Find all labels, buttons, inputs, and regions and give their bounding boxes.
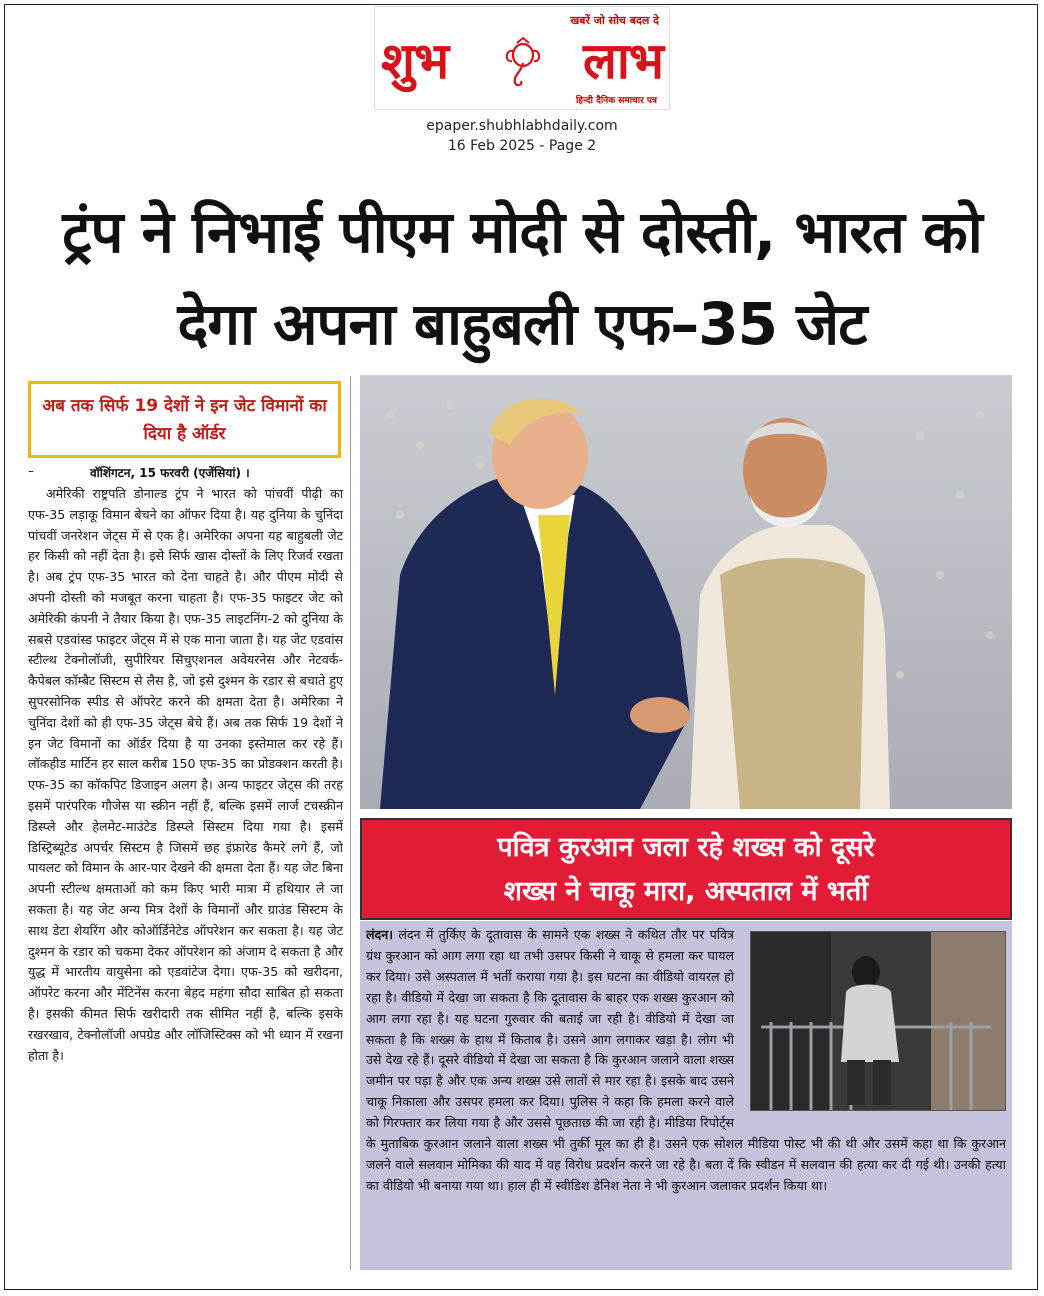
embassy-photo xyxy=(750,931,1006,1111)
story1-body: अमेरिकी राष्ट्रपति डोनाल्ड ट्रंप ने भारत को पांचवीं पीढ़ी का एफ-35 लड़ाकू विमान बेचने का ऑफर दिया है। यह दुनिया के चुनिंदा पांचवीं जनरेशन जेट्स में से एक है। अमेरिका अपना यह बाहुबली जेट हर किसी को नहीं देता है। इसे सिर्फ खास दोस्तों के लिए रिजर्व रखता है। अब ट्रंप एफ-35 भारत को देना चाहते है। और पीएम मोदी से अपनी दोस्ती को मजबूत करना चाहता है। एफ-35 फाइटर जेट को अमेरिकी कंपनी ने तैयार किया है। एफ-35 लाइटनिंग-2 को दुनिया के सबसे एडवांस्ड फाइटर जेट्स में से एक माना जाता है। यह जेट एडवांस स्टील्थ टेक्नोलॉजी, सुपीरियर सिचुएशनल अवेयरनेस और नेटवर्क-कैपेबल कॉम्बैट सिस्टम से लैस है, जो इसे दुश्मन के रडार से बचाते हुए सुपरसोनिक स्पीड से ऑपरेट करने की क्षमता देता है। अमेरिका ने चुनिंदा देशों को ही एफ-35 जेट्स बेचे हैं। अब तक सिर्फ 19 देशों ने इन जेट विमानों का ऑर्डर दिया है या उनका इस्तेमाल कर रहे हैं। लॉकहीड मार्टिन हर साल करीब 150 एफ-35 का प्रोडक्शन करती है। एफ-35 का कॉकपिट डिजाइन अलग है। अन्य फाइटर जेट्स की तरह इसमें पारंपरिक गौजेस या स्क्रीन नहीं हैं, बल्कि इसमें लार्ज टचस्क्रीन डिस्प्ले और हेलमेट-माउंटेड डिस्प्ले सिस्टम दिया गया है। इसमें डिस्ट्रिब्यूटेड अपर्चर सिस्टम है जिसमें छह इंफ्रारेड कैमरे लगे हैं, जो पायलट को विमान के आर-पार देखने की क्षमता देता हैं। यह जेट बिना अपनी स्टील्थ क्षमताओं को कम किए भारी मात्रा में हथियार ले जा सकता है। यह जेट अन्य मित्र देशों के विमानों और ग्राउंड सिस्टम के साथ डेटा शेयरिंग और कोऑर्डिनेटेड ऑपरेशन कर सकता है। यह जेट दुश्मन के रडार को चकमा देकर ऑपरेशन को अंजाम दे सकता है और युद्ध में भारतीय वायुसेना को एडवांटेज देगा। एफ-35 को खरीदना, ऑपरेट करना और मेंटिनेंस करना बेहद महंगा सौदा साबित हो सकता है। इसकी कीमत सिर्फ खरीदारी तक सीमित नहीं है, बल्कि इसके रखरखाव, टेक्नोलॉजी अपग्रेड और लॉजिस्टिक्स को भी ध्यान में रखना होता है। xyxy=(28,486,343,1063)
masthead-paper-type: हिन्दी दैनिक समाचार पत्र xyxy=(575,96,657,106)
story2-body-panel xyxy=(360,921,1012,1270)
story2-headline-banner xyxy=(360,818,1012,920)
logo-word-left: शुभ xyxy=(381,31,449,90)
main-headline: ट्रंप ने निभाई पीएम मोदी से दोस्ती, भारत को देगा अपना बाहुबली एफ–35 जेट xyxy=(62,198,982,358)
photo-illustration xyxy=(360,375,1012,809)
dash-mark: – xyxy=(28,464,34,478)
trump-modi-photo xyxy=(360,375,1012,809)
column-divider xyxy=(350,376,351,1270)
story2-headline-line1: पवित्र कुरआन जला रहे शख्स को दूसरे xyxy=(497,832,875,863)
masthead[interactable] xyxy=(374,6,670,110)
story2-headline-line2: शख्स ने चाकू मारा, अस्पताल में भर्ती xyxy=(503,876,869,907)
story2-body-text: लंदन में तुर्किए के दूतावास के सामने एक शख्स ने कथित तौर पर पवित्र ग्रंथ कुरआन को आग लगा रहा था तभी उसपर किसी ने चाकू से हमला कर घायल कर दिया। उसे अस्पताल में भर्ती कराया गया है। इस घटना का वीडियो वायरल हो रहा है। वीडियो में देखा जा सकता है कि दूतावास के बाहर एक शख्स कुरआन को आग लगा रहा है। यह घटना गुरुवार की बताई जा रही है। वीडियो में देखा जा सकता है कि शख्स के हाथ में किताब है। उसने आग लगाकर खड़ा है। लोग भी उसे देख रहे हैं। दूसरे वीडियो में देखा जा सकता है कि कुरआन जलाने वाला शख्स जमीन पर पड़ा है और एक अन्य शख्स उसे लातों से मार रहा है। इसके बाद उसने चाकू निकाला और उसपर हमला कर दिया। पुलिस ने कहा कि हमला करने वाले को गिरफ्तार कर लिया गया है और उससे पूछताछ की जा रही है। मीडिया रिपोर्ट्स के मुताबिक कुरआन जलाने वाला शख्स भी तुर्की मूल का ही है। उसने एक सोशल मीडिया पोस्ट भी की थी और उसमें कहा था कि कुरआन जलने वाले सलवान मोमिका की याद में वह विरोध प्रदर्शन करने जा रहे है। बता दें कि स्वीडन में सलवान की हत्या कर दी गई थी। उनकी हत्या का वीडियो भी बनाया गया था। हाल ही में स्वीडिश डेनिश नेता ने भी कुरआन जलाकर प्रदर्शन किया था। xyxy=(366,927,1006,1193)
site-url[interactable]: epaper.shubhlabhdaily.com xyxy=(426,118,618,134)
embassy-illustration xyxy=(751,932,1005,1110)
story2-dateline: लंदन। xyxy=(366,927,393,942)
edition-date: 16 Feb 2025 - Page 2 xyxy=(447,138,597,154)
story1-subhead: अब तक सिर्फ 19 देशों ने इन जेट विमानों का दिया है ऑर्डर xyxy=(28,381,341,458)
masthead-tagline: खबरें जो सोच बदल दे xyxy=(570,14,659,27)
ganesha-icon xyxy=(503,37,543,89)
logo-word-right: लाभ xyxy=(583,31,663,90)
story1-dateline: वॉशिंगटन, 15 फरवरी (एजेंसियां) । xyxy=(90,466,250,480)
